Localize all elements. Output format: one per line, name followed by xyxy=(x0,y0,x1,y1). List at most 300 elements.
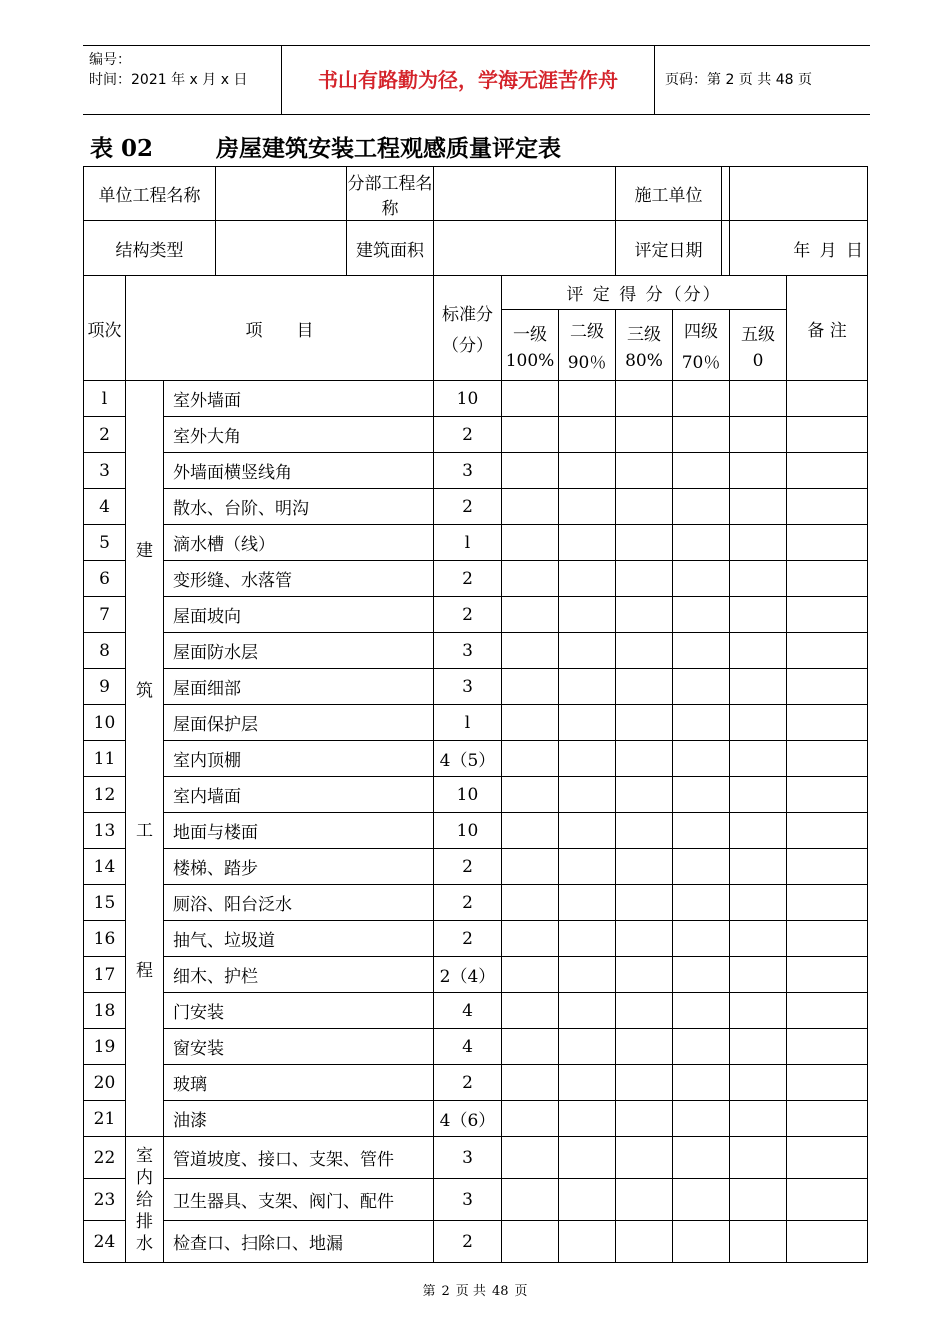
table-row xyxy=(84,1137,868,1179)
group-char: 给 xyxy=(136,1189,153,1210)
remark-cell[interactable] xyxy=(787,669,868,705)
remark-cell[interactable] xyxy=(787,849,868,885)
grade-score-cell[interactable] xyxy=(673,453,730,489)
grade-score-cell[interactable] xyxy=(559,921,616,957)
grade-score-cell[interactable] xyxy=(730,813,787,849)
grade-score-cell[interactable] xyxy=(673,669,730,705)
standard-score: 3 xyxy=(434,1179,502,1221)
row-number: 22 xyxy=(84,1137,126,1179)
footer-text: 页 xyxy=(514,1284,528,1299)
grade-score-cell[interactable] xyxy=(730,597,787,633)
grade-score-cell[interactable] xyxy=(502,885,559,921)
grade-percent: 90％ xyxy=(567,353,607,373)
grade-score-cell[interactable] xyxy=(502,777,559,813)
remark-cell[interactable] xyxy=(787,1221,868,1263)
standard-score: l xyxy=(434,705,502,741)
item-name: 门安装 xyxy=(164,993,434,1029)
grade-score-cell[interactable] xyxy=(559,1101,616,1137)
remark-cell[interactable] xyxy=(787,741,868,777)
standard-score: l xyxy=(434,525,502,561)
unit-project-value[interactable] xyxy=(216,167,347,220)
grade-score-cell[interactable] xyxy=(559,597,616,633)
standard-score: 10 xyxy=(434,777,502,813)
grade-score-cell[interactable] xyxy=(673,489,730,525)
remark-cell[interactable] xyxy=(787,633,868,669)
grade-score-cell[interactable] xyxy=(616,453,673,489)
standard-score: 2 xyxy=(434,597,502,633)
grade-score-cell[interactable] xyxy=(502,849,559,885)
group-char: 筑 xyxy=(136,681,153,701)
grade-score-cell[interactable] xyxy=(616,1065,673,1101)
grade-score-cell[interactable] xyxy=(673,993,730,1029)
grade-score-cell[interactable] xyxy=(502,489,559,525)
standard-score: 2 xyxy=(434,921,502,957)
grade-score-cell[interactable] xyxy=(616,921,673,957)
grade-score-cell[interactable] xyxy=(673,1137,730,1179)
remark-cell[interactable] xyxy=(787,597,868,633)
grade-header xyxy=(673,310,730,381)
item-name: 室内墙面 xyxy=(164,777,434,813)
row-number: 19 xyxy=(84,1029,126,1065)
grade-score-cell[interactable] xyxy=(502,381,559,417)
grade-score-cell[interactable] xyxy=(502,1137,559,1179)
grade-score-cell[interactable] xyxy=(502,453,559,489)
contractor-value[interactable] xyxy=(730,167,868,221)
grade-score-cell[interactable] xyxy=(673,1179,730,1221)
row-number: 15 xyxy=(84,885,126,921)
header-meta xyxy=(89,50,281,90)
table-row xyxy=(84,489,868,525)
grade-score-cell[interactable] xyxy=(673,381,730,417)
grade-score-cell[interactable] xyxy=(673,777,730,813)
date-label: 评定日期 xyxy=(616,221,722,275)
item-name: 屋面细部 xyxy=(164,669,434,705)
page-footer xyxy=(0,1280,950,1299)
item-name: 窗安装 xyxy=(164,1029,434,1065)
footer-text: 页 共 xyxy=(455,1284,486,1299)
grade-score-cell[interactable] xyxy=(559,381,616,417)
remark-cell[interactable] xyxy=(787,885,868,921)
group-char: 排 xyxy=(136,1211,153,1232)
row-number: 21 xyxy=(84,1101,126,1137)
item-name: 地面与楼面 xyxy=(164,813,434,849)
item-name: 卫生器具、支架、阀门、配件 xyxy=(164,1179,434,1221)
grade-score-cell[interactable] xyxy=(616,957,673,993)
grade-score-cell[interactable] xyxy=(559,849,616,885)
grade-score-cell[interactable] xyxy=(673,705,730,741)
info-row xyxy=(84,167,868,221)
grade-score-cell[interactable] xyxy=(502,417,559,453)
row-number: 11 xyxy=(84,741,126,777)
grade-score-cell[interactable] xyxy=(616,633,673,669)
grade-score-cell[interactable] xyxy=(559,741,616,777)
grade-score-cell[interactable] xyxy=(502,921,559,957)
footer-total: 48 xyxy=(491,1284,509,1299)
grade-score-cell[interactable] xyxy=(559,561,616,597)
area-label: 建筑面积 xyxy=(356,240,424,261)
grade-percent: 100% xyxy=(505,350,555,371)
table-row xyxy=(84,1221,868,1263)
grade-score-cell[interactable] xyxy=(730,1137,787,1179)
grade-score-cell[interactable] xyxy=(730,777,787,813)
table-row xyxy=(84,1179,868,1221)
remark-cell[interactable] xyxy=(787,417,868,453)
group-plumbing xyxy=(126,1137,164,1263)
grade-score-cell[interactable] xyxy=(730,453,787,489)
grade-score-cell[interactable] xyxy=(730,669,787,705)
item-name: 楼梯、踏步 xyxy=(164,849,434,885)
grade-header xyxy=(616,310,673,381)
standard-score: 2 xyxy=(434,885,502,921)
remark-cell[interactable] xyxy=(787,777,868,813)
row-number: 18 xyxy=(84,993,126,1029)
standard-score: 2 xyxy=(434,849,502,885)
grade-score-cell[interactable] xyxy=(616,777,673,813)
remark-cell[interactable] xyxy=(787,993,868,1029)
grade-score-cell[interactable] xyxy=(673,1221,730,1263)
sub-project-label: 分部工程名称 xyxy=(347,173,433,219)
grade-score-cell[interactable] xyxy=(730,993,787,1029)
table-row xyxy=(84,813,868,849)
grade-percent: 80% xyxy=(625,350,663,371)
item-name: 室内顶棚 xyxy=(164,741,434,777)
grade-score-cell[interactable] xyxy=(616,525,673,561)
grade-score-cell[interactable] xyxy=(559,777,616,813)
grade-score-cell[interactable] xyxy=(673,1101,730,1137)
standard-header-line2: （分） xyxy=(442,336,493,356)
grade-score-cell[interactable] xyxy=(559,1179,616,1221)
grade-score-cell[interactable] xyxy=(616,417,673,453)
grade-score-cell[interactable] xyxy=(559,813,616,849)
grade-score-cell[interactable] xyxy=(616,849,673,885)
grade-score-cell[interactable] xyxy=(673,741,730,777)
grade-score-cell[interactable] xyxy=(559,1137,616,1179)
grade-score-cell[interactable] xyxy=(616,1101,673,1137)
grade-score-cell[interactable] xyxy=(502,525,559,561)
item-name: 油漆 xyxy=(164,1101,434,1137)
table-row xyxy=(84,669,868,705)
grade-score-cell[interactable] xyxy=(559,489,616,525)
table-row xyxy=(84,921,868,957)
grade-score-cell[interactable] xyxy=(673,633,730,669)
grade-score-cell[interactable] xyxy=(502,669,559,705)
unit-project-label: 单位工程名称 xyxy=(84,167,216,220)
table-row xyxy=(84,993,868,1029)
grade-percent: 70％ xyxy=(681,353,721,373)
grade-score-cell[interactable] xyxy=(730,489,787,525)
grade-score-cell[interactable] xyxy=(616,813,673,849)
grade-score-cell[interactable] xyxy=(559,453,616,489)
grade-score-cell[interactable] xyxy=(673,813,730,849)
row-number: 5 xyxy=(84,525,126,561)
standard-score: 2 xyxy=(434,561,502,597)
standard-score: 3 xyxy=(434,633,502,669)
standard-score: 2 xyxy=(434,417,502,453)
grade-score-cell[interactable] xyxy=(502,1029,559,1065)
time-label: 时间：2021 年 x 月 x 日 xyxy=(89,72,248,88)
remark-cell[interactable] xyxy=(787,489,868,525)
grade-score-cell[interactable] xyxy=(673,921,730,957)
row-number: 14 xyxy=(84,849,126,885)
grade-score-cell[interactable] xyxy=(616,597,673,633)
grade-score-cell[interactable] xyxy=(502,633,559,669)
grade-score-cell[interactable] xyxy=(616,741,673,777)
row-number: 16 xyxy=(84,921,126,957)
grade-name: 二级 xyxy=(570,322,604,342)
grade-score-cell[interactable] xyxy=(559,417,616,453)
table-row xyxy=(84,705,868,741)
standard-score: 4 xyxy=(434,993,502,1029)
group-char: 建 xyxy=(136,541,153,561)
standard-score: 3 xyxy=(434,453,502,489)
grade-score-cell[interactable] xyxy=(616,1029,673,1065)
table-row xyxy=(84,561,868,597)
row-number: l xyxy=(84,381,126,417)
remark-cell[interactable] xyxy=(787,525,868,561)
standard-score: 2 xyxy=(434,1065,502,1101)
group-building xyxy=(126,381,164,1137)
item-name: 细木、护栏 xyxy=(164,957,434,993)
grade-name: 一级 xyxy=(513,324,547,345)
table-row xyxy=(84,741,868,777)
row-number: 7 xyxy=(84,597,126,633)
table-row xyxy=(84,957,868,993)
grade-header xyxy=(559,310,616,381)
grade-score-cell[interactable] xyxy=(616,489,673,525)
group-char: 内 xyxy=(136,1167,153,1188)
standard-score: 4 xyxy=(434,1029,502,1065)
grade-name: 三级 xyxy=(627,324,662,345)
grade-score-cell[interactable] xyxy=(559,885,616,921)
standard-score: 2 xyxy=(434,1221,502,1263)
grade-score-cell[interactable] xyxy=(730,705,787,741)
grade-score-cell[interactable] xyxy=(559,957,616,993)
footer-page: 2 xyxy=(441,1284,450,1299)
grade-score-cell[interactable] xyxy=(502,1101,559,1137)
header-divider xyxy=(654,46,655,114)
item-name: 厕浴、阳台泛水 xyxy=(164,885,434,921)
table-row xyxy=(84,525,868,561)
group-char: 室 xyxy=(136,1145,153,1166)
remark-header: 备 注 xyxy=(787,276,868,381)
header-motto: 书山有路勤为径，学海无涯苦作舟 xyxy=(318,68,618,92)
row-number: 20 xyxy=(84,1065,126,1101)
standard-header xyxy=(434,276,502,381)
grade-score-cell[interactable] xyxy=(730,1179,787,1221)
grade-percent: 0 xyxy=(752,350,764,371)
grade-score-cell[interactable] xyxy=(673,885,730,921)
grade-score-cell[interactable] xyxy=(559,1029,616,1065)
row-number: 9 xyxy=(84,669,126,705)
grade-score-cell[interactable] xyxy=(730,633,787,669)
grade-score-cell[interactable] xyxy=(673,1065,730,1101)
grade-score-cell[interactable] xyxy=(730,885,787,921)
remark-cell[interactable] xyxy=(787,381,868,417)
grade-score-cell[interactable] xyxy=(616,885,673,921)
row-number: 2 xyxy=(84,417,126,453)
table-row xyxy=(84,1101,868,1137)
grade-score-cell[interactable] xyxy=(730,1221,787,1263)
remark-cell[interactable] xyxy=(787,1065,868,1101)
remark-cell[interactable] xyxy=(787,1101,868,1137)
grade-score-cell[interactable] xyxy=(730,525,787,561)
remark-cell[interactable] xyxy=(787,705,868,741)
row-number: 24 xyxy=(84,1221,126,1263)
row-number: 23 xyxy=(84,1179,126,1221)
grade-score-cell[interactable] xyxy=(502,597,559,633)
item-name: 检查口、扫除口、地漏 xyxy=(164,1221,434,1263)
grade-score-cell[interactable] xyxy=(559,993,616,1029)
grade-score-cell[interactable] xyxy=(616,381,673,417)
item-name: 变形缝、水落管 xyxy=(164,561,434,597)
grade-score-cell[interactable] xyxy=(730,849,787,885)
grade-score-cell[interactable] xyxy=(673,1029,730,1065)
grade-score-cell[interactable] xyxy=(559,1065,616,1101)
standard-score: 3 xyxy=(434,669,502,705)
row-number: 4 xyxy=(84,489,126,525)
info-row xyxy=(84,221,868,276)
grade-score-cell[interactable] xyxy=(559,1221,616,1263)
grade-score-cell[interactable] xyxy=(502,813,559,849)
table-row xyxy=(84,849,868,885)
item-name: 屋面保护层 xyxy=(164,705,434,741)
table-row xyxy=(84,417,868,453)
row-number: 17 xyxy=(84,957,126,993)
grade-name: 五级 xyxy=(741,324,776,345)
standard-score: 10 xyxy=(434,381,502,417)
item-name: 外墙面横竖线角 xyxy=(164,453,434,489)
grade-score-cell[interactable] xyxy=(502,1221,559,1263)
sub-project-value[interactable] xyxy=(434,167,616,221)
grade-score-cell[interactable] xyxy=(502,1179,559,1221)
area-value[interactable] xyxy=(434,221,616,276)
footer-text: 第 xyxy=(422,1284,436,1299)
grade-score-cell[interactable] xyxy=(730,561,787,597)
grade-score-cell[interactable] xyxy=(502,1065,559,1101)
table-row xyxy=(84,777,868,813)
contractor-label: 施工单位 xyxy=(616,167,722,220)
grade-score-cell[interactable] xyxy=(730,1101,787,1137)
remark-cell[interactable] xyxy=(787,1137,868,1179)
grade-score-cell[interactable] xyxy=(730,1065,787,1101)
remark-cell[interactable] xyxy=(787,1179,868,1221)
grade-score-cell[interactable] xyxy=(730,1029,787,1065)
grade-score-cell[interactable] xyxy=(559,669,616,705)
group-char: 水 xyxy=(136,1233,153,1254)
standard-score: 2 xyxy=(434,489,502,525)
remark-cell[interactable] xyxy=(787,813,868,849)
item-name: 滴水槽（线） xyxy=(164,525,434,561)
group-char: 工 xyxy=(136,821,153,841)
item-name: 室外大角 xyxy=(164,417,434,453)
standard-score: 3 xyxy=(434,1137,502,1179)
grade-score-cell[interactable] xyxy=(502,705,559,741)
grade-score-cell[interactable] xyxy=(502,561,559,597)
item-name: 室外墙面 xyxy=(164,381,434,417)
standard-score: 10 xyxy=(434,813,502,849)
number-label: 编号： xyxy=(89,52,131,68)
row-number: 3 xyxy=(84,453,126,489)
grade-name: 四级 xyxy=(684,322,719,342)
grade-score-cell[interactable] xyxy=(502,993,559,1029)
table-row xyxy=(84,381,868,417)
row-number: 13 xyxy=(84,813,126,849)
grade-score-cell[interactable] xyxy=(559,525,616,561)
column-header-row xyxy=(84,276,868,310)
grade-score-cell[interactable] xyxy=(673,561,730,597)
grade-score-cell[interactable] xyxy=(616,669,673,705)
item-header: 项 目 xyxy=(126,276,434,381)
remark-cell[interactable] xyxy=(787,921,868,957)
item-name: 屋面坡向 xyxy=(164,597,434,633)
item-name: 抽气、垃圾道 xyxy=(164,921,434,957)
table-row xyxy=(84,633,868,669)
grade-score-cell[interactable] xyxy=(616,561,673,597)
grade-score-cell[interactable] xyxy=(502,741,559,777)
group-char: 程 xyxy=(136,961,153,981)
grade-score-cell[interactable] xyxy=(673,525,730,561)
seq-header: 项次 xyxy=(84,276,126,381)
table-row xyxy=(84,1065,868,1101)
grade-score-cell[interactable] xyxy=(559,633,616,669)
structure-value[interactable] xyxy=(216,221,347,275)
row-number: 10 xyxy=(84,705,126,741)
grade-score-cell[interactable] xyxy=(616,1179,673,1221)
row-number: 6 xyxy=(84,561,126,597)
grade-score-cell[interactable] xyxy=(730,957,787,993)
table-row xyxy=(84,885,868,921)
item-name: 屋面防水层 xyxy=(164,633,434,669)
standard-header-line1: 标准分 xyxy=(442,305,493,325)
quality-assessment-table xyxy=(83,166,868,1263)
grade-score-cell[interactable] xyxy=(616,1221,673,1263)
grade-score-cell[interactable] xyxy=(559,705,616,741)
structure-label: 结构类型 xyxy=(84,221,216,275)
grade-score-cell[interactable] xyxy=(616,705,673,741)
remark-cell[interactable] xyxy=(787,1029,868,1065)
grade-score-cell[interactable] xyxy=(673,849,730,885)
row-number: 8 xyxy=(84,633,126,669)
remark-cell[interactable] xyxy=(787,561,868,597)
item-name: 散水、台阶、明沟 xyxy=(164,489,434,525)
grade-score-cell[interactable] xyxy=(730,381,787,417)
score-group-header: 评 定 得 分（分） xyxy=(502,276,787,310)
table-code: 表 02 xyxy=(90,135,154,162)
grade-header xyxy=(502,310,559,381)
grade-score-cell[interactable] xyxy=(616,1137,673,1179)
grade-score-cell[interactable] xyxy=(730,921,787,957)
grade-score-cell[interactable] xyxy=(673,957,730,993)
grade-header xyxy=(730,310,787,381)
remark-cell[interactable] xyxy=(787,957,868,993)
page-header xyxy=(83,45,870,115)
standard-score: 4（6） xyxy=(434,1101,502,1137)
grade-score-cell[interactable] xyxy=(502,957,559,993)
date-value[interactable]: 年 月 日 xyxy=(730,221,868,276)
standard-score: 4（5） xyxy=(434,741,502,777)
table-row xyxy=(84,453,868,489)
grade-score-cell[interactable] xyxy=(673,417,730,453)
grade-score-cell[interactable] xyxy=(673,597,730,633)
item-name: 管道坡度、接口、支架、管件 xyxy=(164,1137,434,1179)
remark-cell[interactable] xyxy=(787,453,868,489)
row-number: 12 xyxy=(84,777,126,813)
standard-score: 2（4） xyxy=(434,957,502,993)
table-row xyxy=(84,1029,868,1065)
grade-score-cell[interactable] xyxy=(730,417,787,453)
grade-score-cell[interactable] xyxy=(616,993,673,1029)
grade-score-cell[interactable] xyxy=(730,741,787,777)
